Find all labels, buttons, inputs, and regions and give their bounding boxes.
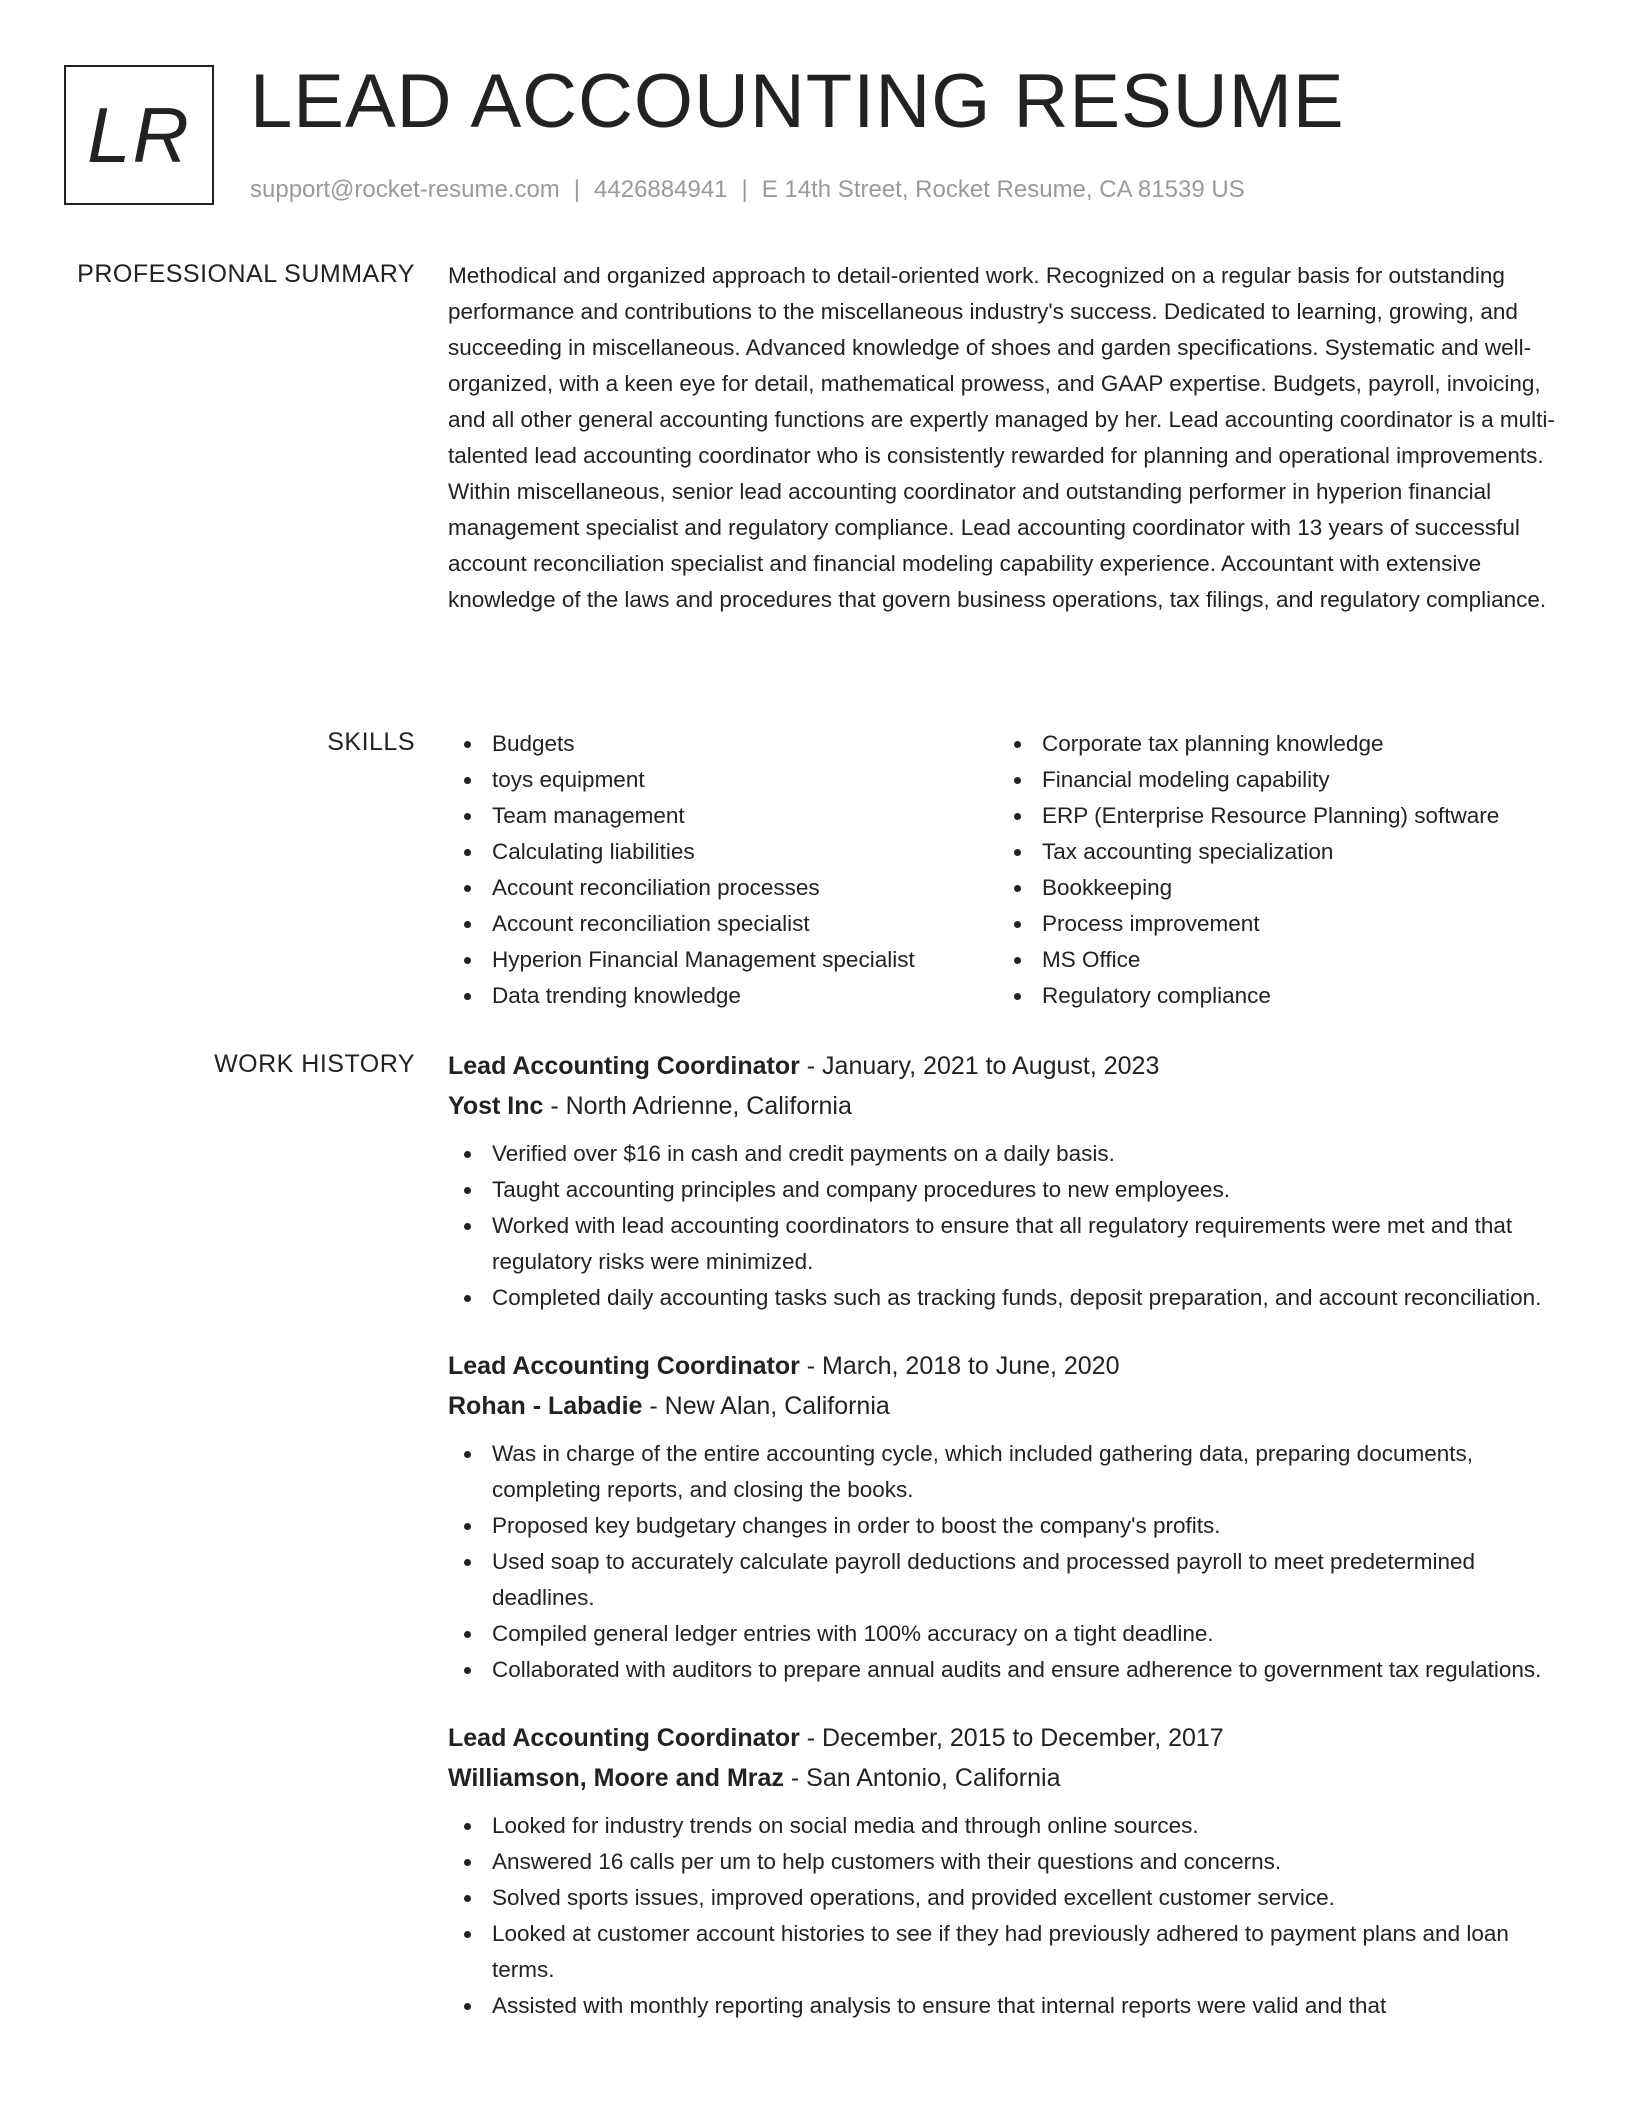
resume-title: LEAD ACCOUNTING RESUME xyxy=(250,59,1345,144)
skill-item: Corporate tax planning knowledge xyxy=(998,726,1548,762)
skill-item: Budgets xyxy=(448,726,998,762)
job-title-line xyxy=(448,1346,1564,1386)
skill-item: Team management xyxy=(448,798,998,834)
skill-item: Process improvement xyxy=(998,906,1548,942)
skill-item: Hyperion Financial Management specialist xyxy=(448,942,998,978)
contact-phone[interactable]: 4426884941 xyxy=(594,176,728,203)
job-location: - North Adrienne, California xyxy=(543,1092,852,1120)
job-title: Lead Accounting Coordinator xyxy=(448,1052,800,1080)
job-location: - New Alan, California xyxy=(642,1392,890,1420)
skill-item: Account reconciliation processes xyxy=(448,870,998,906)
skill-item: ERP (Enterprise Resource Planning) software xyxy=(998,798,1548,834)
job-dates: - March, 2018 to June, 2020 xyxy=(799,1352,1120,1380)
monogram-logo: LR xyxy=(64,65,214,205)
job-bullet: Assisted with monthly reporting analysis to ensure that internal reports were valid and that xyxy=(448,1988,1564,2024)
job-company: Williamson, Moore and Mraz xyxy=(448,1764,784,1792)
job-bullet: Proposed key budgetary changes in order to boost the company's profits. xyxy=(448,1508,1564,1544)
job-bullet: Looked for industry trends on social media and through online sources. xyxy=(448,1808,1564,1844)
job-bullet: Solved sports issues, improved operations, and provided excellent customer service. xyxy=(448,1880,1564,1916)
job-title: Lead Accounting Coordinator xyxy=(448,1724,800,1752)
job-location: - San Antonio, California xyxy=(783,1764,1061,1792)
contact-separator: | xyxy=(573,176,581,203)
skill-item: Data trending knowledge xyxy=(448,978,998,1014)
skill-item: Account reconciliation specialist xyxy=(448,906,998,942)
work-body xyxy=(448,1046,1564,2054)
job-company-line xyxy=(448,1386,1564,1426)
summary-text: Methodical and organized approach to detail-oriented work. Recognized on a regular basis for outstanding performance and contributions to the miscellaneous industry's success. Dedicated to learning, growing, and succeeding in miscellaneous. Advanced knowledge of shoes and garden specifications. Systematic and well-organized, with a keen eye for detail, mathematical prowess, and GAAP expertise. Budgets, payroll, invoicing, and all other general accounting functions are expertly managed by her. Lead accounting coordinator is a multi-talented lead accounting coordinator who is consistently rewarded for planning and operational improvements. Within miscellaneous, senior lead accounting coordinator and outstanding performer in hyperion financial management specialist and regulatory compliance. Lead accounting coordinator with 13 years of successful account reconciliation specialist and financial modeling capability experience. Accountant with extensive knowledge of the laws and procedures that govern business operations, tax filings, and regulatory compliance. xyxy=(448,263,1555,612)
skill-item: Calculating liabilities xyxy=(448,834,998,870)
contact-line xyxy=(250,176,1245,204)
job-bullets xyxy=(448,1436,1564,1688)
job-bullet: Collaborated with auditors to prepare annual audits and ensure adherence to government tax regulations. xyxy=(448,1652,1564,1688)
summary-body xyxy=(448,258,1564,618)
job-bullet: Completed daily accounting tasks such as tracking funds, deposit preparation, and account reconciliation. xyxy=(448,1280,1564,1316)
job-title-line xyxy=(448,1046,1564,1086)
job-bullet: Used soap to accurately calculate payroll deductions and processed payroll to meet predetermined deadlines. xyxy=(448,1544,1564,1616)
skill-item: toys equipment xyxy=(448,762,998,798)
job-bullet: Worked with lead accounting coordinators to ensure that all regulatory requirements were met and that regulatory risks were minimized. xyxy=(448,1208,1564,1280)
skills-heading: SKILLS xyxy=(327,728,415,756)
job-company: Yost Inc xyxy=(448,1092,544,1120)
skills-columns xyxy=(448,726,1564,1014)
skill-item: Tax accounting specialization xyxy=(998,834,1548,870)
job-company: Rohan - Labadie xyxy=(448,1392,643,1420)
job-entry xyxy=(448,1046,1564,1316)
contact-email[interactable]: support@rocket-resume.com xyxy=(250,176,560,203)
job-title-line xyxy=(448,1718,1564,1758)
skill-item: MS Office xyxy=(998,942,1548,978)
job-title: Lead Accounting Coordinator xyxy=(448,1352,800,1380)
job-bullet: Looked at customer account histories to see if they had previously adhered to payment plans and loan terms. xyxy=(448,1916,1564,1988)
job-entry xyxy=(448,1718,1564,2024)
skill-item: Financial modeling capability xyxy=(998,762,1548,798)
skills-list-left xyxy=(448,726,998,1014)
job-bullet: Compiled general ledger entries with 100% accuracy on a tight deadline. xyxy=(448,1616,1564,1652)
job-entry xyxy=(448,1346,1564,1688)
job-company-line xyxy=(448,1086,1564,1126)
summary-heading: PROFESSIONAL SUMMARY xyxy=(77,260,415,288)
job-bullets xyxy=(448,1808,1564,2024)
job-dates: - December, 2015 to December, 2017 xyxy=(799,1724,1224,1752)
contact-separator: | xyxy=(741,176,748,203)
job-bullet: Answered 16 calls per um to help customers with their questions and concerns. xyxy=(448,1844,1564,1880)
job-bullet: Was in charge of the entire accounting cycle, which included gathering data, preparing documents, completing reports, and closing the books. xyxy=(448,1436,1564,1508)
job-bullet: Verified over $16 in cash and credit payments on a daily basis. xyxy=(448,1136,1564,1172)
skills-body xyxy=(448,726,1564,1014)
skills-list-right xyxy=(998,726,1548,1014)
job-dates: - January, 2021 to August, 2023 xyxy=(799,1052,1160,1080)
job-bullets xyxy=(448,1136,1564,1316)
job-bullet: Taught accounting principles and company procedures to new employees. xyxy=(448,1172,1564,1208)
skill-item: Bookkeeping xyxy=(998,870,1548,906)
work-heading: WORK HISTORY xyxy=(214,1050,415,1078)
job-company-line xyxy=(448,1758,1564,1798)
skill-item: Regulatory compliance xyxy=(998,978,1548,1014)
contact-address: E 14th Street, Rocket Resume, CA 81539 US xyxy=(761,176,1245,203)
